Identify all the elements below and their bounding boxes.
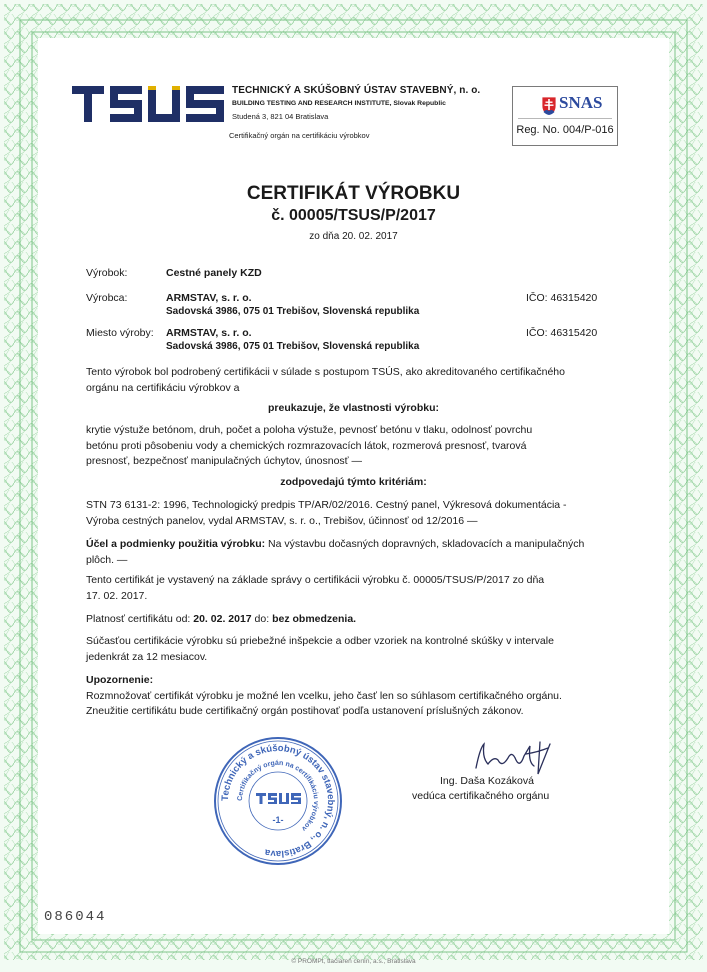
properties-line: krytie výstuže betónom, druh, počet a poloha výstuže, pevnosť betónu v tlaku, odolnosť povrchu <box>86 424 533 436</box>
divider <box>518 118 612 119</box>
purpose-text: Na výstavbu dočasných dopravných, skladovacích a manipulačných <box>265 538 585 550</box>
validity-mid: do: <box>251 613 273 625</box>
signatory-name: Ing. Daša Kozáková <box>440 775 534 787</box>
properties-line: betónu proti pôsobeniu vody a chemických rozmrazovacích látok, rozmerová presnosť, tvarová <box>86 439 527 452</box>
certificate-title: CERTIFIKÁT VÝROBKU <box>246 183 461 204</box>
printer-imprint: © PROMPt, tlačiareň cenín, a.s., Bratislava <box>291 958 416 965</box>
criteria-line: Výroba cestných panelov, vydal ARMSTAV, s. r. o., Trebišov, účinnosť od 12/2016 — <box>86 514 478 527</box>
inspection-line: jedenkrát za 12 mesiacov. <box>86 650 208 663</box>
validity-prefix: Platnosť certifikátu od: <box>86 613 194 625</box>
criteria-paragraph <box>86 498 622 529</box>
purpose-paragraph <box>86 537 622 568</box>
production-site-label: Miesto výroby: <box>86 327 154 339</box>
org-name: TECHNICKÝ A SKÚŠOBNÝ ÚSTAV STAVEBNÝ, n. o. <box>232 85 481 96</box>
production-site-ico: IČO: 46315420 <box>526 327 598 339</box>
validity-line <box>86 612 622 628</box>
criteria-line: STN 73 6131-2: 1996, Technologický predpis TP/AR/02/2016. Cestný panel, Výkresová dokumentácia - <box>86 499 567 511</box>
notice-paragraph <box>86 673 622 720</box>
certificate-date: zo dňa 20. 02. 2017 <box>309 231 398 242</box>
inspection-line: Súčasťou certifikácie výrobku sú priebežné inšpekcie a odber vzoriek na kontrolné skúšky v intervale <box>86 635 554 647</box>
snas-brand: SNAS <box>559 93 603 112</box>
production-site-name: ARMSTAV, s. r. o. <box>166 327 252 339</box>
stamp-inner-text: Certifikačný orgán na certifikáciu výrobkov <box>236 759 320 833</box>
issued-line: 17. 02. 2017. <box>86 589 148 602</box>
inspection-paragraph <box>86 634 622 665</box>
tsus-logo <box>72 86 224 122</box>
properties-line: presnosť, bezpečnosť manipulačných úchytov, únosnosť — <box>86 455 363 467</box>
product-value: Cestné panely KZD <box>166 267 262 279</box>
manufacturer-label: Výrobca: <box>86 292 128 304</box>
proves-heading: preukazuje, že vlastnosti výrobku: <box>268 402 439 414</box>
notice-line: Zneužitie certifikátu bude certifikačný orgán postihovať podľa ustanovení príslušných zákonov. <box>86 705 524 717</box>
stamp-tsus-logo <box>256 793 301 804</box>
notice-line: Rozmnožovať certifikát výrobku je možné len vcelku, jeho časť len so súhlasom certifikačného orgánu. <box>86 689 562 702</box>
validity-from: 20. 02. 2017 <box>193 613 252 625</box>
org-role: Certifikačný orgán na certifikáciu výrobkov <box>229 131 370 140</box>
issued-line: Tento certifikát je vystavený na základe správy o certifikácii výrobku č. 00005/TSUS/P/2017 zo dňa <box>86 574 545 586</box>
signatory-role: vedúca certifikačného orgánu <box>412 790 550 802</box>
intro-line: orgánu na certifikáciu výrobkov a <box>86 381 240 394</box>
handwritten-signature <box>468 738 568 778</box>
purpose-label: Účel a podmienky použitia výrobku: <box>86 538 266 550</box>
production-site-address: Sadovská 3986, 075 01 Trebišov, Slovenská republika <box>166 341 420 352</box>
purpose-line <box>86 537 622 553</box>
intro-line: Tento výrobok bol podrobený certifikácii v súlade s postupom TSÚS, ako akreditovaného certifikačného <box>86 366 565 378</box>
stamp-ring-text: Technický a skúšobný ústav stavebný, n. o., Bratislava <box>219 742 337 860</box>
manufacturer-ico: IČO: 46315420 <box>526 292 598 304</box>
properties-paragraph <box>86 423 622 470</box>
manufacturer-name: ARMSTAV, s. r. o. <box>166 292 252 304</box>
registration-number: Reg. No. 004/P-016 <box>516 124 614 136</box>
conforms-heading: zodpovedajú týmto kritériám: <box>280 476 427 488</box>
certificate-number: č. 00005/TSUS/P/2017 <box>271 207 436 224</box>
validity-to: bez obmedzenia. <box>272 613 357 625</box>
serial-number: 086044 <box>44 909 107 925</box>
stamp-number: -1- <box>272 815 284 825</box>
purpose-line: plôch. — <box>86 553 128 566</box>
manufacturer-address: Sadovská 3986, 075 01 Trebišov, Slovenská republika <box>166 306 420 317</box>
slovak-coat-of-arms-icon <box>541 96 557 116</box>
intro-paragraph <box>86 365 622 396</box>
official-stamp <box>212 735 344 867</box>
product-label: Výrobok: <box>86 267 128 279</box>
issued-paragraph <box>86 573 622 604</box>
org-address: Studená 3, 821 04 Bratislava <box>232 112 329 121</box>
snas-accreditation-box <box>512 86 618 146</box>
org-name-english: BUILDING TESTING AND RESEARCH INSTITUTE, Slovak Republic <box>232 100 446 107</box>
notice-title: Upozornenie: <box>86 674 154 686</box>
